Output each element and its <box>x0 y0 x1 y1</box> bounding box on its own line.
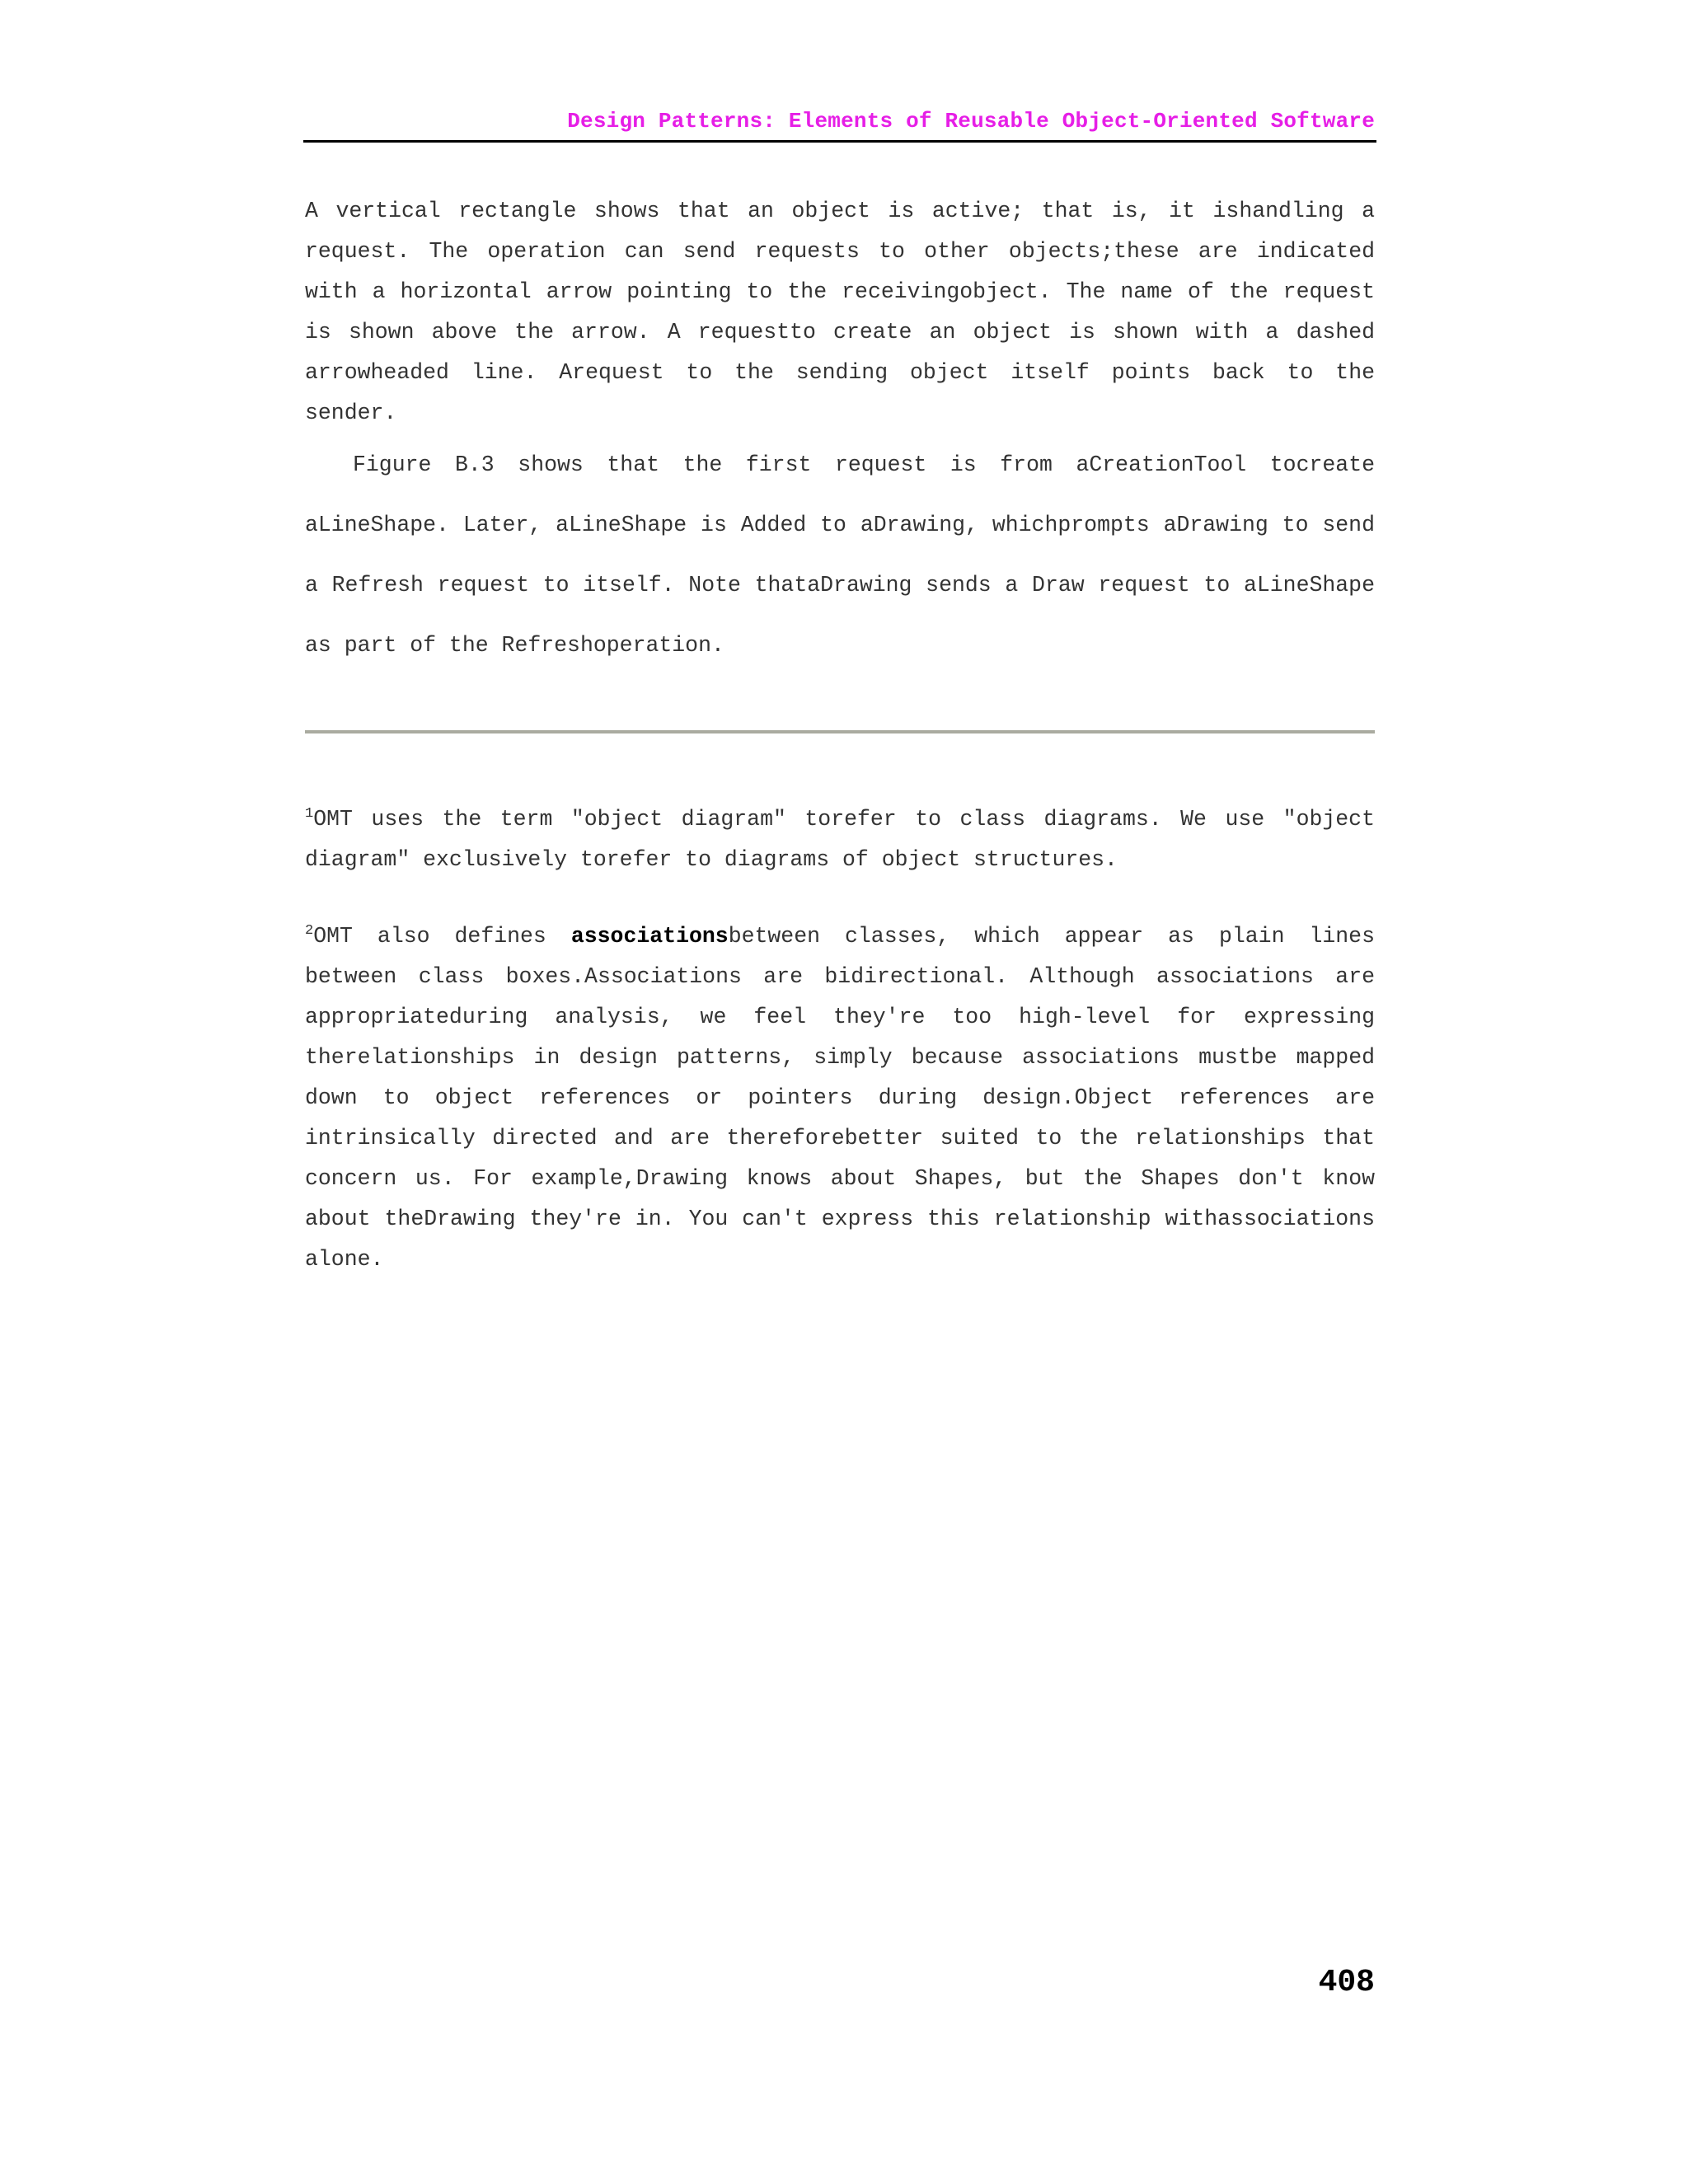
footnote-divider <box>305 730 1375 733</box>
header-divider <box>303 140 1376 143</box>
footnote-1 <box>305 799 1375 880</box>
footnote-2-text-before: OMT also defines <box>313 924 571 949</box>
footnote-1-text: OMT uses the term "object diagram" torefer to class diagrams. We use "object diagram" exclusively torefer to diagrams of object structures. <box>305 807 1375 872</box>
body-paragraph-2 <box>305 435 1375 676</box>
page-number: 408 <box>1318 1965 1375 2000</box>
footnote-2-marker: 2 <box>305 923 314 939</box>
body-paragraph-2-text: Figure B.3 shows that the first request is from aCreationTool tocreate aLineShape. Later, aLineShape is Added to aDrawing, whichprompts aDrawing to send a Refresh request to itself. Note thataDrawing sends a Draw request to aLineShape as part of the Refreshoperation. <box>305 452 1375 658</box>
body-paragraph-1: A vertical rectangle shows that an object is active; that is, it ishandling a request. The operation can send requests to other objects;these are indicated with a horizontal arrow pointing to the receivingobject. The name of the request is shown above the arrow. A requestto create an object is shown with a dashed arrowheaded line. Arequest to the sending object itself points back to the sender. <box>305 199 1375 425</box>
footnote-2-text-after: between classes, which appear as plain lines between class boxes.Associations are bidirectional. Although associations are appropriateduring analysis, we feel they're too high-level for expressing therelationships in design patterns, simply because associations mustbe mapped down to object references or pointers during design.Object references are intrinsically directed and are thereforebetter suited to the relationships that concern us. For example,Drawing knows about Shapes, but the Shapes don't know about theDrawing they're in. You can't express this relationship withassociations alone. <box>305 924 1375 1272</box>
footnote-1-marker: 1 <box>305 806 314 822</box>
running-header-title: Design Patterns: Elements of Reusable Object-Oriented Software <box>567 109 1375 134</box>
footnote-2 <box>305 916 1375 1280</box>
footnote-2-bold-term: associations <box>570 924 729 949</box>
